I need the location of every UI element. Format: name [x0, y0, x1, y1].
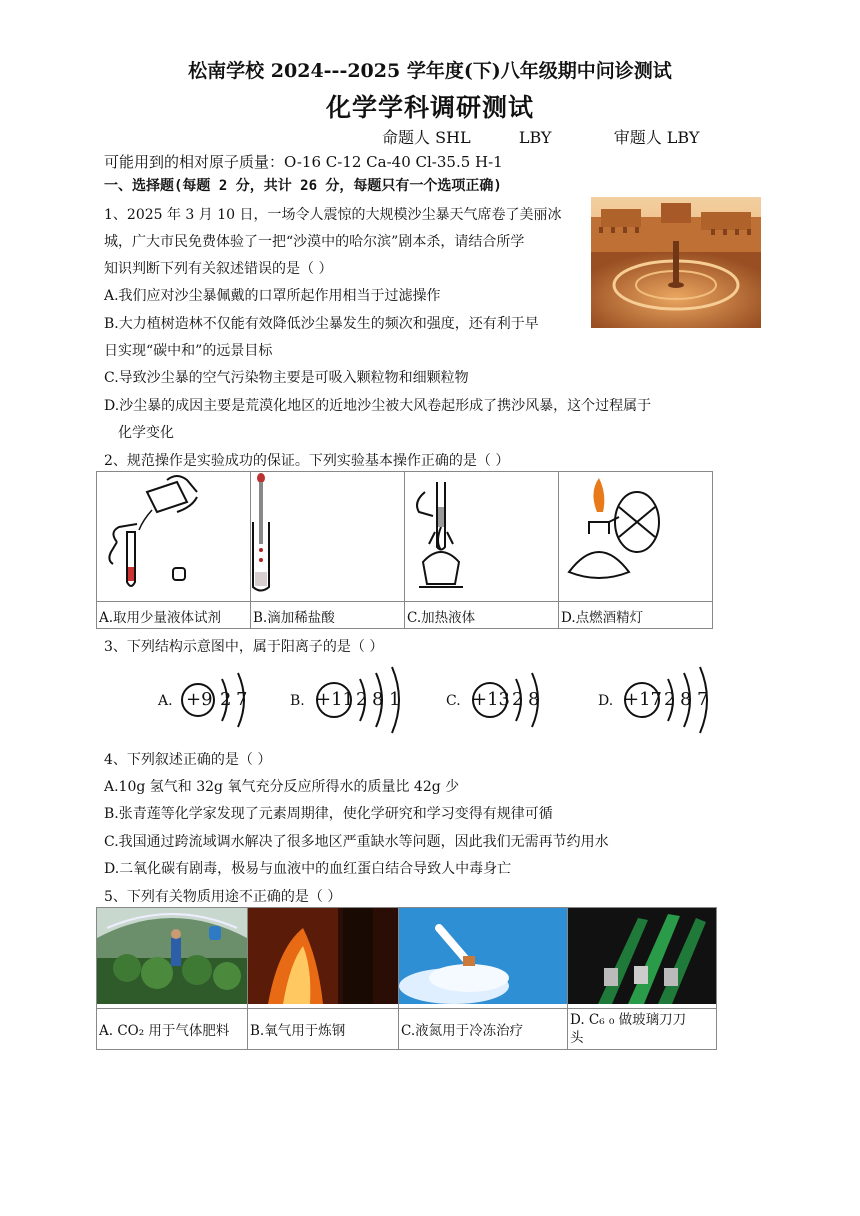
- q4-option-b: B.张青莲等化学家发现了元素周期律，使化学研究和学习变得有规律可循: [104, 806, 553, 822]
- q1-stem-line1: 1、2025 年 3 月 10 日，一场令人震惊的大规模沙尘暴天气席卷了美丽冰: [104, 207, 562, 223]
- liquid-nitrogen-photo: [399, 908, 567, 1004]
- dropper-tube-icon: [251, 472, 404, 597]
- ion-a-shell-1: 2: [220, 689, 232, 710]
- q2-option-a: A.取用少量液体试剂: [97, 602, 251, 629]
- q4-option-d: D.二氧化碳有剧毒，极易与血液中的血红蛋白结合导致人中毒身亡: [104, 861, 512, 877]
- q2-option-d: D.点燃酒精灯: [559, 602, 713, 629]
- q5-option-d: [568, 1009, 717, 1050]
- reviewer-label: 审题人 LBY: [613, 128, 700, 147]
- q3-stem: 3、下列结构示意图中，属于阳离子的是（ ）: [104, 639, 384, 655]
- q1-option-d-line1: D.沙尘暴的成因主要是荒漠化地区的近地沙尘被大风卷起形成了携沙风暴，这个过程属于: [104, 398, 652, 414]
- ion-c-shell-1: 2: [512, 689, 524, 710]
- atomic-masses-line: 可能用到的相对原子质量：O-16 C-12 Ca-40 Cl-35.5 H-1: [104, 153, 503, 171]
- section-heading: 一、选择题(每题 2 分，共计 26 分，每题只有一个选项正确): [104, 178, 502, 194]
- pour-liquid-icon: [97, 472, 250, 597]
- q1-option-d-line2: 化学变化: [118, 425, 174, 441]
- q5-stem: 5、下列有关物质用途不正确的是（ ）: [104, 889, 342, 905]
- q1-stem-line2: 城，广大市民免费体验了一把“沙漠中的哈尔滨”剧本杀，请结合所学: [104, 234, 525, 250]
- setter-label: 命题人 SHL: [382, 128, 471, 147]
- ion-a-shell-2: 7: [236, 689, 248, 710]
- ion-b-shell-2: 8: [372, 689, 384, 710]
- heat-liquid-icon: [405, 472, 558, 597]
- q4-stem: 4、下列叙述正确的是（ ）: [104, 752, 272, 768]
- authors-line: [382, 125, 699, 148]
- ion-d-shell-2: 8: [680, 689, 692, 710]
- q1-option-c: C.导致沙尘暴的空气污染物主要是可吸入颗粒物和细颗粒物: [104, 370, 469, 386]
- subject-title: 化学学科调研测试: [325, 93, 534, 122]
- ion-b-letter: B.: [290, 693, 305, 709]
- q1-option-b-line1: B.大力植树造林不仅能有效降低沙尘暴发生的频次和强度，还有利于早: [104, 316, 539, 332]
- ion-d-shell-3: 7: [697, 689, 709, 710]
- q2-option-b: B.滴加稀盐酸: [251, 602, 405, 629]
- q5-option-d-line2: 头: [570, 1030, 584, 1046]
- ion-b-nucleus: +11: [316, 689, 354, 710]
- q1-option-b-line2: 日实现“碳中和”的远景目标: [104, 343, 273, 359]
- ion-a-letter: A.: [158, 693, 173, 709]
- ion-c-nucleus: +13: [472, 689, 510, 710]
- q5-options-table: [96, 907, 717, 1050]
- q4-option-a: A.10g 氢气和 32g 氧气充分反应所得水的质量比 42g 少: [104, 779, 460, 795]
- glass-cutter-photo: [568, 908, 716, 1004]
- ion-b-shell-1: 2: [356, 689, 368, 710]
- ion-d-nucleus: +17: [624, 689, 662, 710]
- q2-stem: 2、规范操作是实验成功的保证。下列实验基本操作正确的是（ ）: [104, 453, 510, 469]
- q5-option-b: B.氧气用于炼钢: [248, 1009, 399, 1050]
- ion-a-nucleus: +9: [186, 689, 213, 710]
- ion-d-letter: D.: [598, 693, 614, 709]
- school-exam-title: 松南学校 2024---2025 学年度(下)八年级期中问诊测试: [188, 60, 672, 82]
- q5-option-d-line1: D. C₆ ₀ 做玻璃刀刀: [570, 1012, 687, 1028]
- setter2-label: LBY: [518, 128, 552, 147]
- ion-c-shell-2: 8: [528, 689, 540, 710]
- alcohol-lamp-icon: [559, 472, 712, 597]
- greenhouse-photo: [97, 908, 247, 1004]
- q2-image-d: [559, 472, 713, 602]
- q1-stem-line3: 知识判断下列有关叙述错误的是（ ）: [104, 261, 333, 277]
- ion-c-letter: C.: [446, 693, 461, 709]
- q2-option-c: C.加热液体: [405, 602, 559, 629]
- q5-image-d: [568, 908, 717, 1009]
- ion-b-shell-3: 1: [389, 689, 401, 710]
- q2-image-a: [97, 472, 251, 602]
- q5-option-a: A. CO₂ 用于气体肥料: [97, 1009, 248, 1050]
- q5-image-b: [248, 908, 399, 1009]
- q2-image-c: [405, 472, 559, 602]
- q4-option-c: C.我国通过跨流域调水解决了很多地区严重缺水等问题，因此我们无需再节约用水: [104, 834, 609, 850]
- q5-image-c: [399, 908, 568, 1009]
- q5-option-c: C.液氮用于冷冻治疗: [399, 1009, 568, 1050]
- steelmaking-photo: [248, 908, 398, 1004]
- q1-option-a: A.我们应对沙尘暴佩戴的口罩所起作用相当于过滤操作: [104, 288, 441, 304]
- q5-image-a: [97, 908, 248, 1009]
- harbin-sandstorm-photo: [591, 197, 761, 328]
- q2-image-b: [251, 472, 405, 602]
- q2-options-table: [96, 471, 713, 629]
- ion-d-shell-1: 2: [664, 689, 676, 710]
